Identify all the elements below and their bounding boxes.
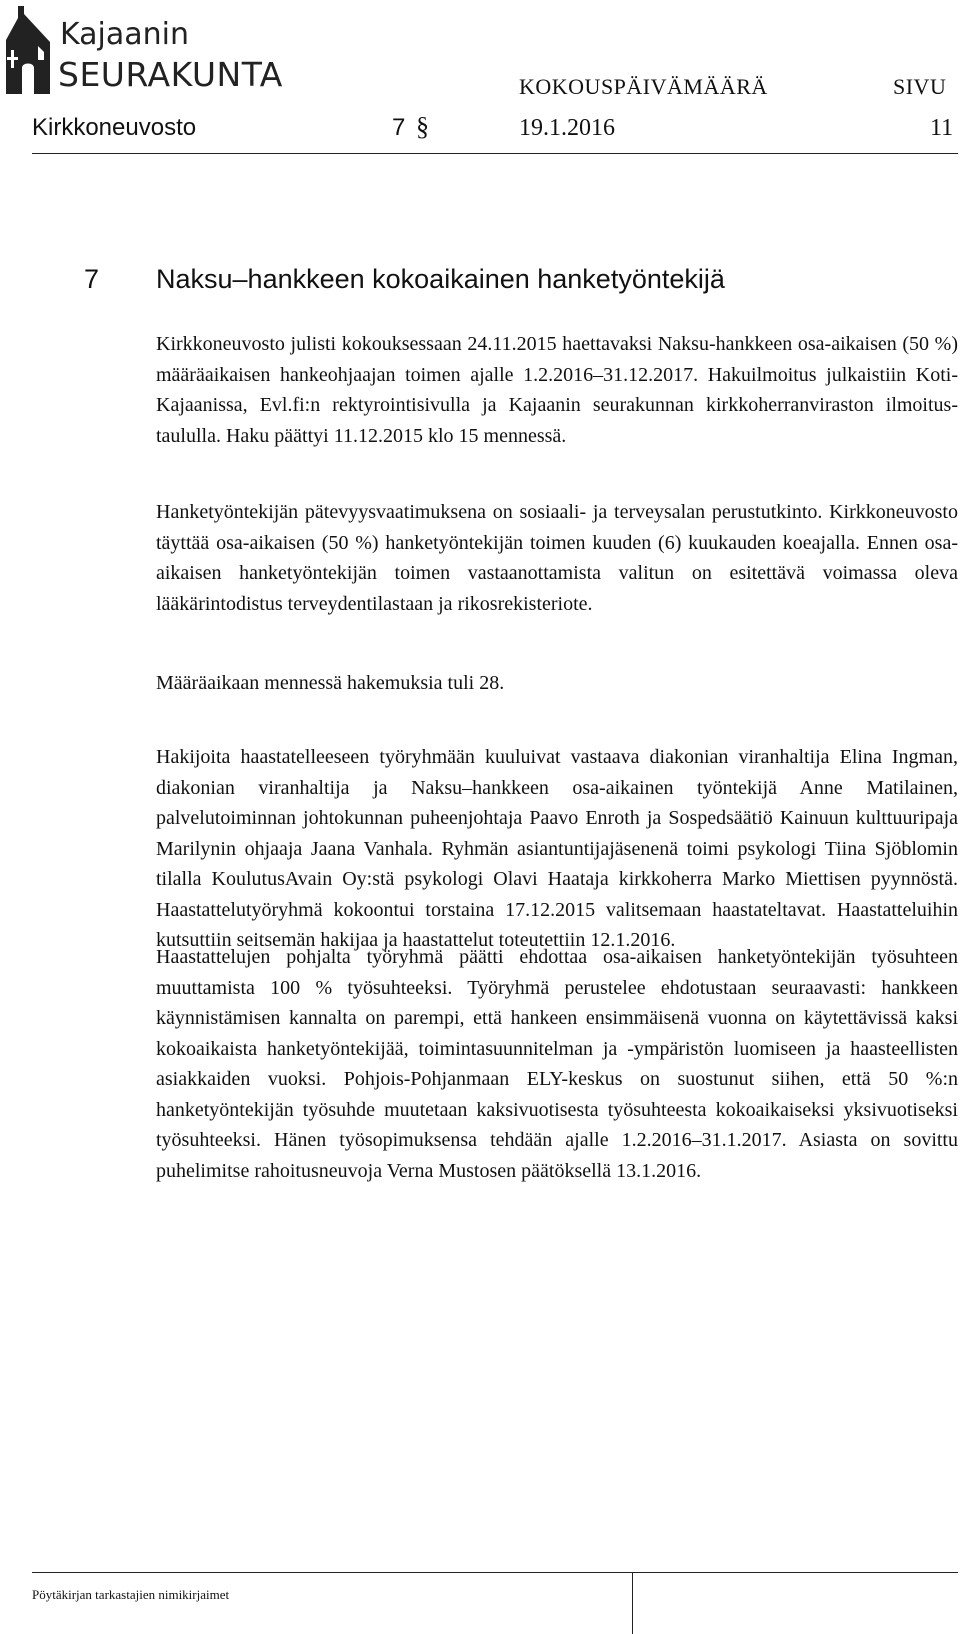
organ-name: Kirkkoneuvosto: [32, 114, 197, 141]
paragraph-announcement: [156, 329, 958, 451]
paragraph-interviews: [156, 742, 958, 956]
paragraph-text: Määräaikaan mennessä hakemuksia tuli 28.: [156, 672, 505, 694]
header-section-number: 7: [392, 114, 406, 141]
paragraph-text: Hakijoita haastatelleeseen työryhmään kuuluivat vastaava diakonian viranhaltija Elina Ingman, diakonian viranhaltija ja Naksu–hankkeen osa-aikainen työntekijä Anne Matilainen, palvelutoiminnan johtokunnan puheenjohtaja Paavo Enroth ja Sospedsäätiö Kainuun kulttuuripaja Marilynin ohjaaja Jaana Vanhala. Ryhmän asiantuntijajäsenenä toimi psykologi Tiina Sjöblomin tilalla KoulutusAvain Oy:stä psykologi Olavi Haataja kirkkoherra Marko Miettisen pyynnöstä. Haastattelutyöryhmä kokoontui torstaina 17.12.2015 valitsemaan haastateltavat. Haastatteluihin kutsuttiin seitsemän hakijaa ja haastattelut toteutettiin 12.1.2016.: [156, 746, 958, 951]
paragraph-text: Kirkkoneuvosto julisti kokouksessaan 24.11.2015 haettavaksi Naksu-hankkeen osa-aikaisen (50 %) määräaikaisen hankeohjaajan toimen ajalle 1.2.2016–31.12.2017. Hakuilmoitus julkaistiin Koti-Kajaanissa, Evl.fi:n rektyrointisivulla ja Kajaanin seurakunnan kirkkoherranviraston ilmoitustaululla. Haku päättyi 11.12.2015 klo 15 mennessä.: [156, 333, 958, 447]
page-number: 11: [930, 115, 954, 141]
logo-text-line2: SEURAKUNTA: [58, 55, 283, 94]
paragraph-proposal: [156, 942, 958, 1186]
meeting-date-label: KOKOUSPÄIVÄMÄÄRÄ: [519, 74, 768, 99]
footer-column-divider: [632, 1572, 633, 1634]
footer-divider: [32, 1572, 958, 1573]
logo-text-line1: Kajaanin: [60, 17, 189, 52]
section-title: Naksu–hankkeen kokoaikainen hanketyöntekijä: [156, 264, 725, 294]
meeting-date: 19.1.2016: [519, 115, 615, 141]
logo: [4, 2, 334, 96]
page-label: SIVU: [893, 74, 947, 99]
paragraph-requirements: [156, 497, 958, 619]
church-cross-mark-icon: [4, 2, 52, 94]
section-number: 7: [84, 264, 100, 294]
header-divider: [32, 153, 958, 154]
paragraph-applications: [156, 668, 958, 699]
section-symbol: §: [416, 112, 429, 141]
footer-label: Pöytäkirjan tarkastajien nimikirjaimet: [32, 1587, 230, 1602]
paragraph-text: Haastattelujen pohjalta työryhmä päätti ehdottaa osa-aikaisen hanketyöntekijän työsuhteen muuttamista 100 % työsuhteeksi. Työryhmä perustelee ehdotustaan seuraavasti: hankkeen käynnistämisen kannalta on parempi, että hankeen ensimmäisenä vuonna on käytettävissä kaksi kokoaikaista hanketyöntekijää, toimintasuunnitelman ja -ympäristön luomiseen ja haasteellisten asiakkaiden vuoksi. Pohjois-Pohjanmaan ELY-keskus on suostunut siihen, että 50 %:n hanketyöntekijän työsuhde muutetaan kaksivuotisesta työsuhteesta kokoaikaiseksi yksivuotiseksi työsuhteeksi. Hänen työsopimuksensa tehdään ajalle 1.2.2016–31.1.2017. Asiasta on sovittu puhelimitse rahoitusneuvoja Verna Mustosen päätöksellä 13.1.2016.: [156, 946, 958, 1182]
paragraph-text: Hanketyöntekijän pätevyysvaatimuksena on sosiaali- ja terveysalan perustutkinto. Kirkkoneuvosto täyttää osa-aikaisen (50 %) hanketyöntekijän toimen kuuden (6) kuukauden koeajalla. Ennen osa-aikaisen hanketyöntekijän toimen vastaanottamista valitun on esitettävä voimassa oleva lääkärintodistus terveydentilastaan ja rikosrekisteriote.: [156, 501, 958, 615]
